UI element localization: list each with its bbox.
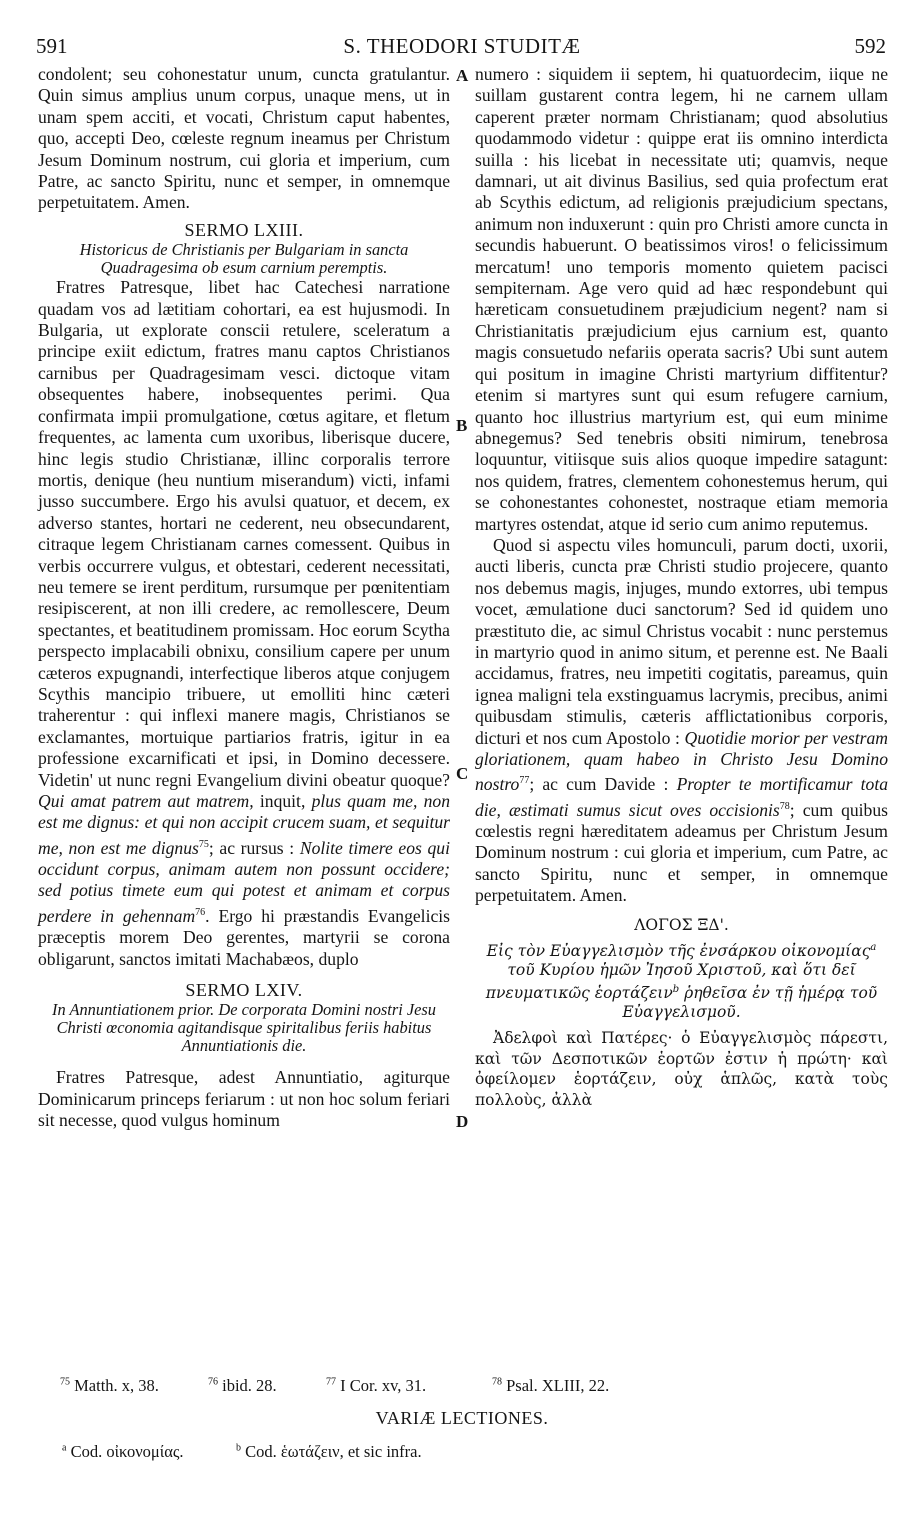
variant-note-a: $^a$ Cod. οἰκονομίας. xyxy=(62,1442,184,1461)
margin-letter-d: D xyxy=(456,1112,469,1131)
greek-subtitle-a: Εἰς τὸν Εὐαγγελισμὸν τῆς ἐνσάρκου οἰκονομίας xyxy=(486,942,871,961)
sermo-63-text: Fratres Patresque, libet hac Catechesi narratione quadam vos ad lætitiam cohortari, ea est hujusmodi. In Bulgaria, ut explorate conscii retulere, sceleratum a principe exiit edictum, fratres manu captos Christianos carnibus per Quadragesimam vesci. dictoque vitam obsequentes habere, inobsequentes perimi. Qua confirmata impii promulgatione, cœtus agitare, et fletum frequentes, ac lamenta cum uxoribus, liberisque ducere, hinc legis studio Christianæ, illinc corporalis terrore mortis, denique (heu nuntium miserandum) victi, infami jusso succumbere. Ergo his avulsi quatuor, et decem, ex adverso stantes, hortari ne cederent, neu obsecundarent, citraque legem Christianam carnes comessent. Quibus in verbis occurrere vulgus, et obtestari, cederent necessitati, neu temere se irent perditum, rursumque per pœnitentiam resipiscerent, at non illi credere, ac remollescere, Deum spectantes, et beatitudinem promissam. Hoc eorum Scytha perspecto implacabili obnixu, consilium capere per unum cæteros expugnandi, interfectique liberos atque conjugem Scythis mancipio tribuere, ut emolliti hinc cæteri traherentur : qui inflexi manere magis, Christianos se exclamantes, mortuique partiarios fratris, igitur in ea professione excarnificati et ipsi, in Domino decessere. Videtin' ut nunc regni Evangelium divini obeatur quoque? xyxy=(38,277,450,790)
quote-rursus: ; ac rursus : xyxy=(208,837,295,858)
footnote-ref-76: 76 xyxy=(195,906,206,918)
greek-sermon-subtitle xyxy=(475,938,888,1022)
sermo-64-title: SERMO LXIV. xyxy=(185,979,303,1000)
greek-subtitle-c: ῥηθεῖσα ἐν τῇ ἡμέρᾳ τοῦ Εὐαγγελισμοῦ. xyxy=(622,984,878,1022)
sermo-63-title: SERMO LXIII. xyxy=(184,219,304,240)
sermo-63-subtitle: Historicus de Christianis per Bulgariam in sancta Quadragesima ob esum carnium peremptis. xyxy=(79,240,409,278)
greek-body: Ἀδελφοὶ καὶ Πατέρες· ὁ Εὐαγγελισμὸς πάρεστι, καὶ τῶν Δεσποτικῶν ἑορτῶν ἐστιν ἡ πρώτη· καὶ ὀφείλομεν ἑορτάζειν, οὐχ ἁπλῶς, κατὰ τοὺς πολλοὺς, ἀλλὰ xyxy=(475,1029,888,1109)
footnote-ref-77: 77 xyxy=(519,775,530,787)
quote-davide: ; ac cum Davide : xyxy=(529,774,669,795)
footnote-ref-78: 78 xyxy=(779,800,790,812)
right-paragraph-2 xyxy=(475,535,888,907)
footnote-75: $^{75}$ Matth. x, 38. xyxy=(60,1376,159,1395)
page-number-right: 592 xyxy=(854,34,886,58)
sermo-64-body: Fratres Patresque, adest Annuntiatio, agiturque Dominicarum princeps feriarum : ut non hoc solum feriari sit necesse, quod vulgus hominum xyxy=(38,1067,450,1131)
sermo-63-body xyxy=(38,277,450,970)
quote-inquit: inquit, xyxy=(259,791,306,811)
quote-matthew-a: Qui amat patrem aut matrem, xyxy=(38,791,254,811)
footnote-76: $^{76}$ ibid. 28. xyxy=(208,1376,277,1395)
quote-psalm: Propter te mortificamur tota die, æstimati sumus sicut oves occisionis xyxy=(475,774,888,820)
margin-letter-c: C xyxy=(456,764,469,783)
right-paragraph-2-text: Quod si aspectu viles homunculi, parum docti, uxorii, aucti liberis, cuncta præ Christi studio projecere, quanto nos debemus magis, injuges, mundo extorres, ubi tempus vocet, æmulatione duci sanctorum? Sed id quidem uno præstituto die, ac simul Christus vocabit : nunc perstemus in martyrio quod in animo situm, et perenne est. Ne Baali accidamus, fratres, neu impetiti cogitatis, pareamus, quin ignea maligni tela exstinguamus lacrymis, precibus, animi quibusdam stimulis, cæteris afflictationibus corporis, dicturi et nos cum Apostolo : xyxy=(475,534,888,748)
page-number-left: 591 xyxy=(36,34,68,58)
left-column xyxy=(38,64,450,1132)
variant-note-b: $^b$ Cod. ἑωτάζειν, et sic infra. xyxy=(236,1442,422,1461)
page-header xyxy=(0,34,924,64)
greek-note-b: b xyxy=(672,984,680,996)
greek-subtitle-b: τοῦ Κυρίου ἡμῶν Ἰησοῦ Χριστοῦ, καὶ ὅτι δεῖ πνευματικῶς ἑορτάζειν xyxy=(485,961,856,1003)
sermo-64-subtitle: In Annuntiationem prior. De corporata Domini nostri Jesu Christi œconomia agitandisque spiritalibus feriis habitus Annuntiationis die. xyxy=(52,1000,436,1056)
quote-matthew-b: plus quam me, non est me dignus: et qui non accipit crucem suam, et sequitur me, non est me dignus xyxy=(38,791,450,858)
quote-corinthians: Quotidie morior per vestram gloriationem, quam habeo in Christo Jesu Domino nostro xyxy=(475,727,888,795)
greek-note-a: a xyxy=(870,941,877,953)
quote-matthew-c: Nolite timere eos qui occidunt corpus, animam autem non possunt occidere; sed potius timete eum qui potest et animam et corpus perdere in gehennam xyxy=(38,837,450,926)
right-column xyxy=(475,64,888,1110)
variae-lectiones-title: VARIÆ LECTIONES. xyxy=(375,1408,549,1428)
footnote-ref-75: 75 xyxy=(198,838,209,850)
footnote-78: $^{78}$ Psal. XLIII, 22. xyxy=(492,1376,610,1395)
right-paragraph-2-end: ; cum quibus cœlestis regni hæreditatem adeamus per Christum Jesum Dominum nostrum : cui gloria et imperium, cum Patre, ac sancto Spiritu, nunc et semper, in omnemque perpetuitatem. Amen. xyxy=(475,799,888,906)
running-title: S. THEODORI STUDITÆ xyxy=(343,34,581,58)
margin-letter-a: A xyxy=(456,66,469,85)
sermo-63-text-end: . Ergo hi præstandis Evangelicis præceptis morem Deo gerentes, martyrii se corona obligarunt, sanctos imitati Machabæos, duplo xyxy=(38,905,450,969)
right-paragraph-1: numero : siquidem ii septem, hi quatuordecim, iique ne suillam gustarent contra legem, hi ne carnem ullam caperent præter normam Christianam; quod absolutius quodammodo videtur : quippe erat iis omnino interdicta suilla : his licebat in necessitate uti; quamvis, neque damnari, ut ait divinus Basilius, sed quia profectum erat ab Scythis edictum, ad religionis præjudicium spectans, animum non induxerunt : quin pro Christi amore cuncta in secundis habuerunt. O beatissimos viros! o felicissimum mercatum! uno temporis momento quietem pacisci sempiternam. Age vero quid ad hæc respondebunt qui hæreticam consuetudinem præjudicium negent? nam si Christianitatis præjudicium ejus carnium est, quanto magis consuetudo nefariis operata sacris? Ubi sunt autem qui positum in imagine Christi martyrium diffitentur? etenim si martyres sunt qui esum refugere carnium, quanto hoc illustrius martyrium est, qui eum minime abnegemus? Sed tenebris obsiti nimirum, tenebrosa loquuntur, vitiisque suis alios quoque impedire satagunt: nos quidem, fratres, clementem cohonestemus herum, qui se cohonestantes cohonestet, nostraque etiam memoria martyres ostendat, atque id serio cum animo reputemus. xyxy=(475,64,888,534)
left-paragraph-1: condolent; seu cohonestatur unum, cuncta gratulantur. Quin simus amplius unum corpus, unaque mens, ut in unam spem acciti, et vocati, Christum caput habentes, quo, accepti Deo, cœleste regnum ineamus per Christum Jesum Dominum nostrum, cui gloria et imperium, cum Patre, ac sancto Spiritu, nunc et semper, in omnemque perpetuitatem. Amen. xyxy=(38,64,450,213)
greek-sermon-title: ΛΟΓΟΣ ΞΔ'. xyxy=(634,915,729,934)
footnote-77: $^{77}$ I Cor. xv, 31. xyxy=(326,1376,427,1395)
margin-letter-b: B xyxy=(456,416,468,435)
